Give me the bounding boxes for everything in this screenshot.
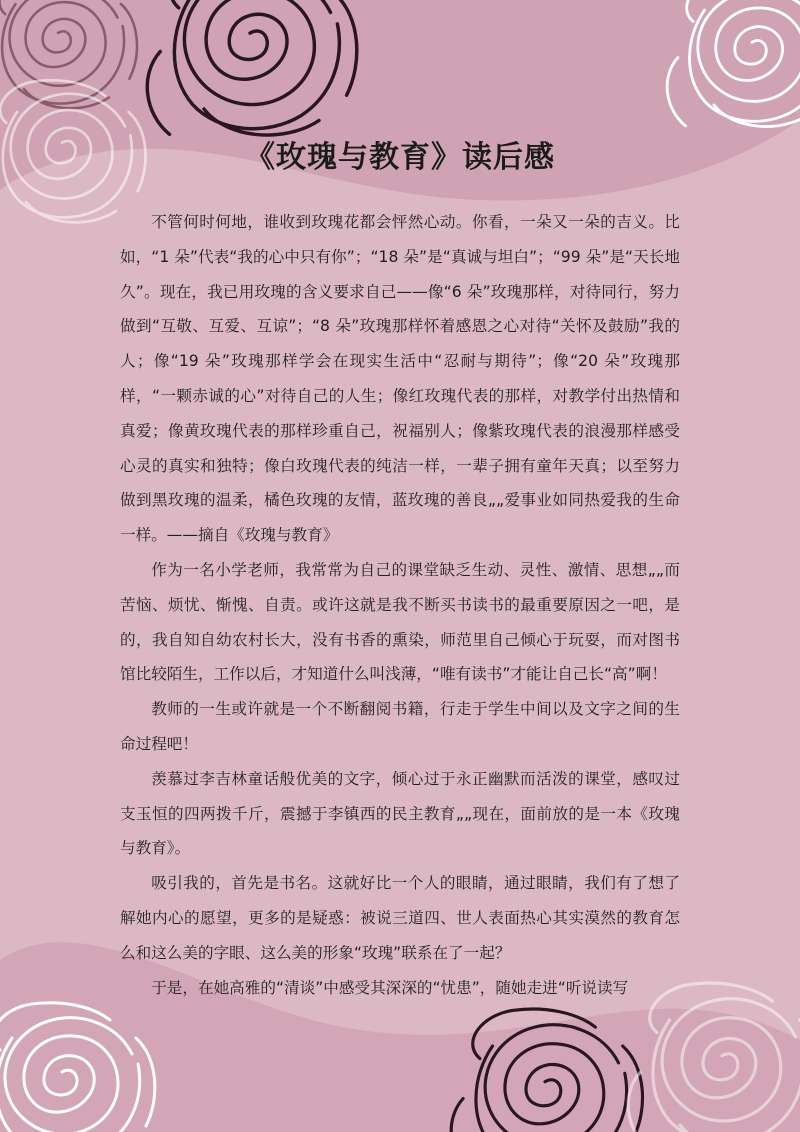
page-title: 《玫瑰与教育》读后感 bbox=[245, 140, 555, 175]
article-body bbox=[120, 205, 680, 1005]
paragraph: 吸引我的，首先是书名。这就好比一个人的眼睛，通过眼睛，我们有了想了解她内心的愿望，更多的是疑惑：被说三道四、世人表面热心其实漠然的教育怎么和这么美的字眼、这么美的形象“玫瑰”联系在了一起？ bbox=[120, 874, 680, 962]
paragraph: 作为一名小学老师，我常常为自己的课堂缺乏生动、灵性、激情、思想„„而苦恼、烦忧、惭愧、自责。或许这就是我不断买书读书的最重要原因之一吧，是的，我自知自幼农村长大，没有书香的熏染，师范里自己倾心于玩耍，而对图书馆比较陌生，工作以后，才知道什么叫浅薄，“唯有读书”才能让自己长“高”啊！ bbox=[120, 560, 680, 684]
paragraph: 羡慕过李吉林童话般优美的文字，倾心过于永正幽默而活泼的课堂，感叹过支玉恒的四两拨千斤，震撼于李镇西的民主教育„„现在，面前放的是一本《玫瑰与教育》。 bbox=[120, 769, 680, 858]
paragraph: 不管何时何地，谁收到玫瑰花都会怦然心动。你看，一朵又一朵的吉义。比如，“1 朵”代表“我的心中只有你”；“18 朵”是“真诚与坦白”；“99 朵”是“天长地久”。现在，我已用玫瑰的含义要求自己——像“6 朵”玫瑰那样，对待同行，努力做到“互敬、互爱、互谅”；“8 朵”玫瑰那样怀着感恩之心对待“关怀及鼓励”我的人；像“19 朵”玫瑰那样学会在现实生活中“忍耐与期待”；像“20 朵”玫瑰那样，“一颗赤诚的心”对待自己的人生；像红玫瑰代表的那样，对教学付出热情和真爱；像黄玫瑰代表的那样珍重自己，祝福别人；像紫玫瑰代表的浪漫那样感受心灵的真实和独特；像白玫瑰代表的纯洁一样，一辈子拥有童年天真；以至努力做到黑玫瑰的温柔，橘色玫瑰的友情，蓝玫瑰的善良„„爱事业如同热爱我的生命一样。——摘自《玫瑰与教育》 bbox=[120, 213, 680, 545]
paragraph: 于是，在她高雅的“清谈”中感受其深深的“忧患”，随她走进“听说读写 bbox=[151, 978, 629, 997]
paragraph: 教师的一生或许就是一个不断翻阅书籍，行走于学生中间以及文字之间的生命过程吧！ bbox=[120, 700, 680, 753]
